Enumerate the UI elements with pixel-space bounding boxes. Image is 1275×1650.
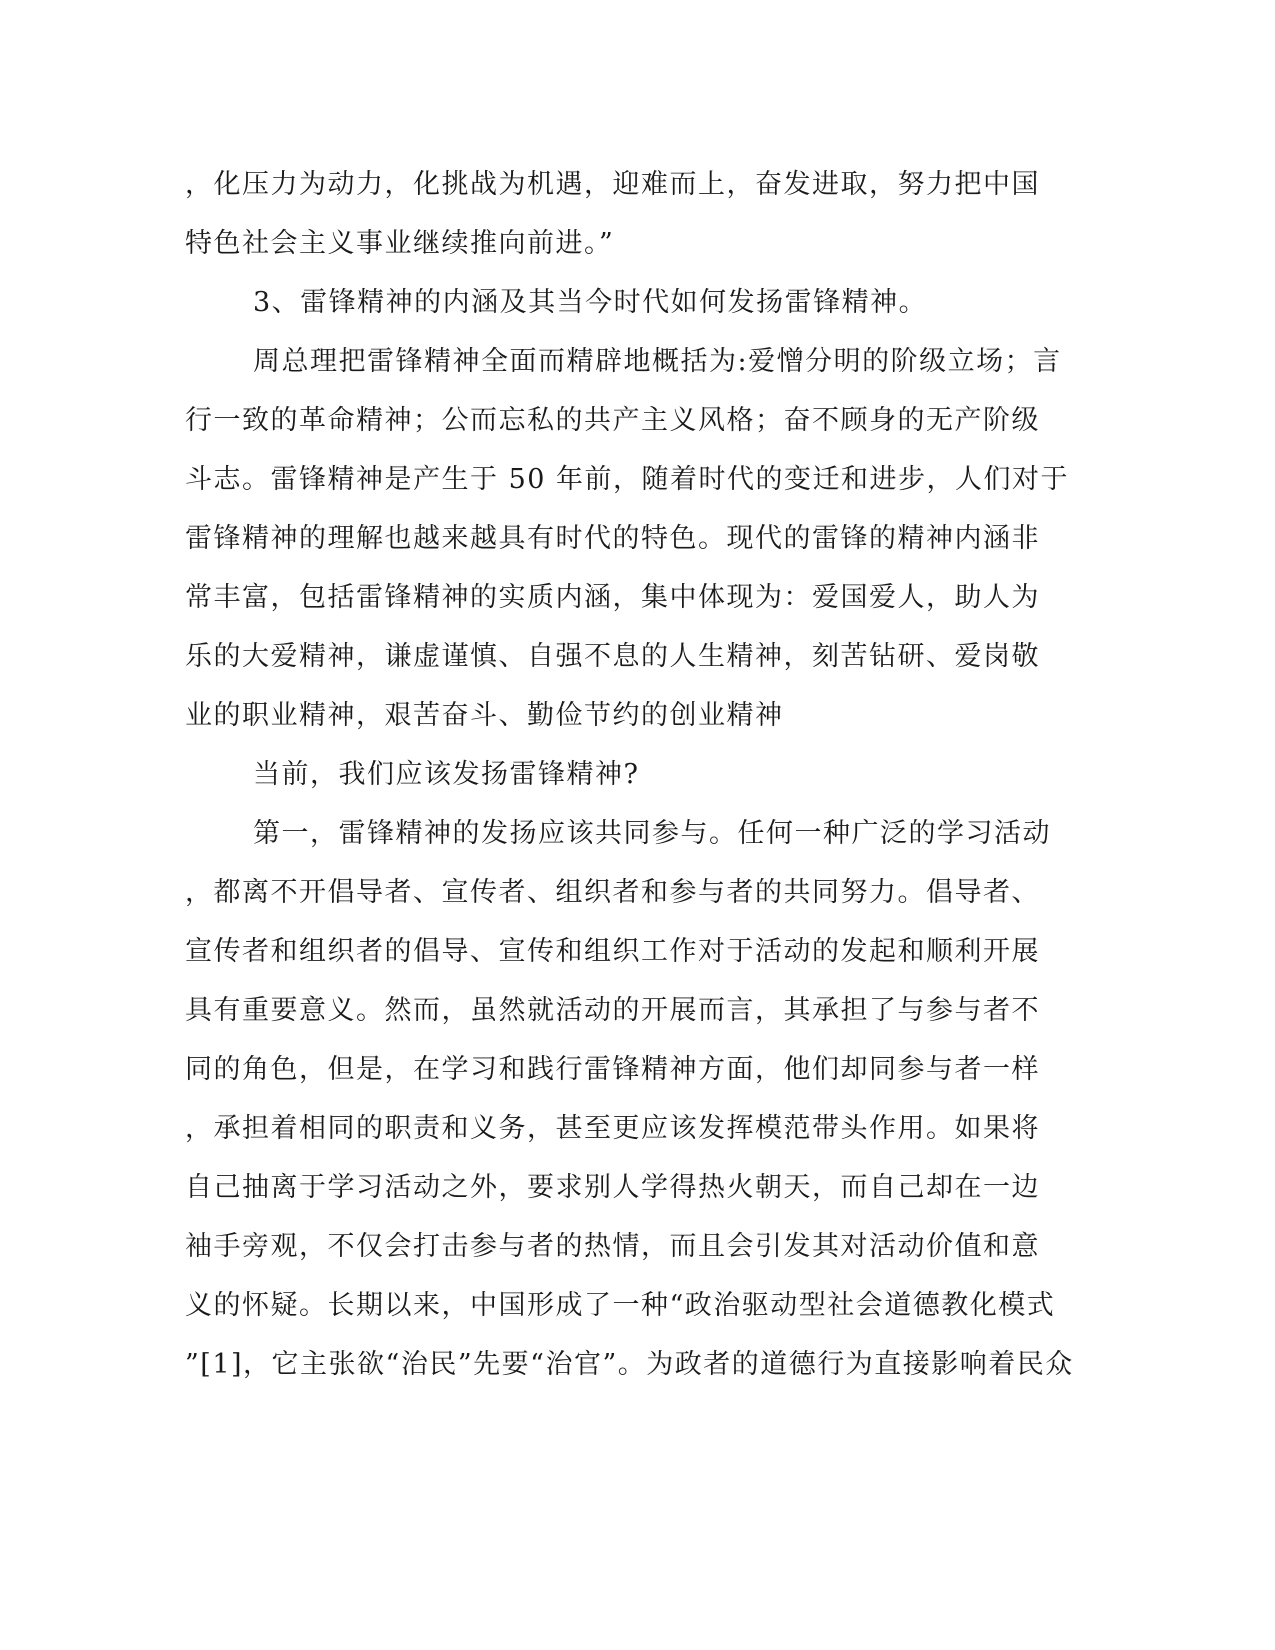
text-line: 袖手旁观，不仅会打击参与者的热情，而且会引发其对活动价值和意 [185, 1231, 1040, 1262]
section-heading: 3、雷锋精神的内涵及其当今时代如何发扬雷锋精神。 [253, 287, 928, 318]
text-line: 业的职业精神，艰苦奋斗、勤俭节约的创业精神 [185, 700, 784, 731]
text-line: 周总理把雷锋精神全面而精辟地概括为:爱憎分明的阶级立场；言 [253, 346, 1062, 377]
text-line: 自己抽离于学习活动之外，要求别人学得热火朝天，而自己却在一边 [185, 1172, 1040, 1203]
text-line: ，都离不开倡导者、宣传者、组织者和参与者的共同努力。倡导者、 [185, 877, 1040, 908]
text-line: 雷锋精神的理解也越来越具有时代的特色。现代的雷锋的精神内涵非 [185, 523, 1040, 554]
text-line: ，化压力为动力，化挑战为机遇，迎难而上，奋发进取，努力把中国 [185, 169, 1040, 200]
text-line: 当前，我们应该发扬雷锋精神? [253, 759, 640, 790]
text-line: 行一致的革命精神；公而忘私的共产主义风格；奋不顾身的无产阶级 [185, 405, 1040, 436]
text-line: ，承担着相同的职责和义务，甚至更应该发挥模范带头作用。如果将 [185, 1113, 1040, 1144]
text-line: 第一，雷锋精神的发扬应该共同参与。任何一种广泛的学习活动 [253, 818, 1051, 849]
text-line: ”[1]，它主张欲“治民”先要“治官”。为政者的道德行为直接影响着民众 [185, 1349, 1074, 1380]
text-line: 乐的大爱精神，谦虚谨慎、自强不息的人生精神，刻苦钻研、爱岗敬 [185, 641, 1040, 672]
text-line: 具有重要意义。然而，虽然就活动的开展而言，其承担了与参与者不 [185, 995, 1040, 1026]
document-body [185, 155, 1074, 1394]
text-line: 义的怀疑。长期以来，中国形成了一种“政治驱动型社会道德教化模式 [185, 1290, 1056, 1321]
text-line: 宣传者和组织者的倡导、宣传和组织工作对于活动的发起和顺利开展 [185, 936, 1040, 967]
text-line: 常丰富，包括雷锋精神的实质内涵，集中体现为：爱国爱人，助人为 [185, 582, 1040, 613]
text-line: 斗志。雷锋精神是产生于 50 年前，随着时代的变迁和进步，人们对于 [185, 464, 1070, 495]
text-line: 同的角色，但是，在学习和践行雷锋精神方面，他们却同参与者一样 [185, 1054, 1040, 1085]
text-line: 特色社会主义事业继续推向前进。” [185, 228, 615, 259]
